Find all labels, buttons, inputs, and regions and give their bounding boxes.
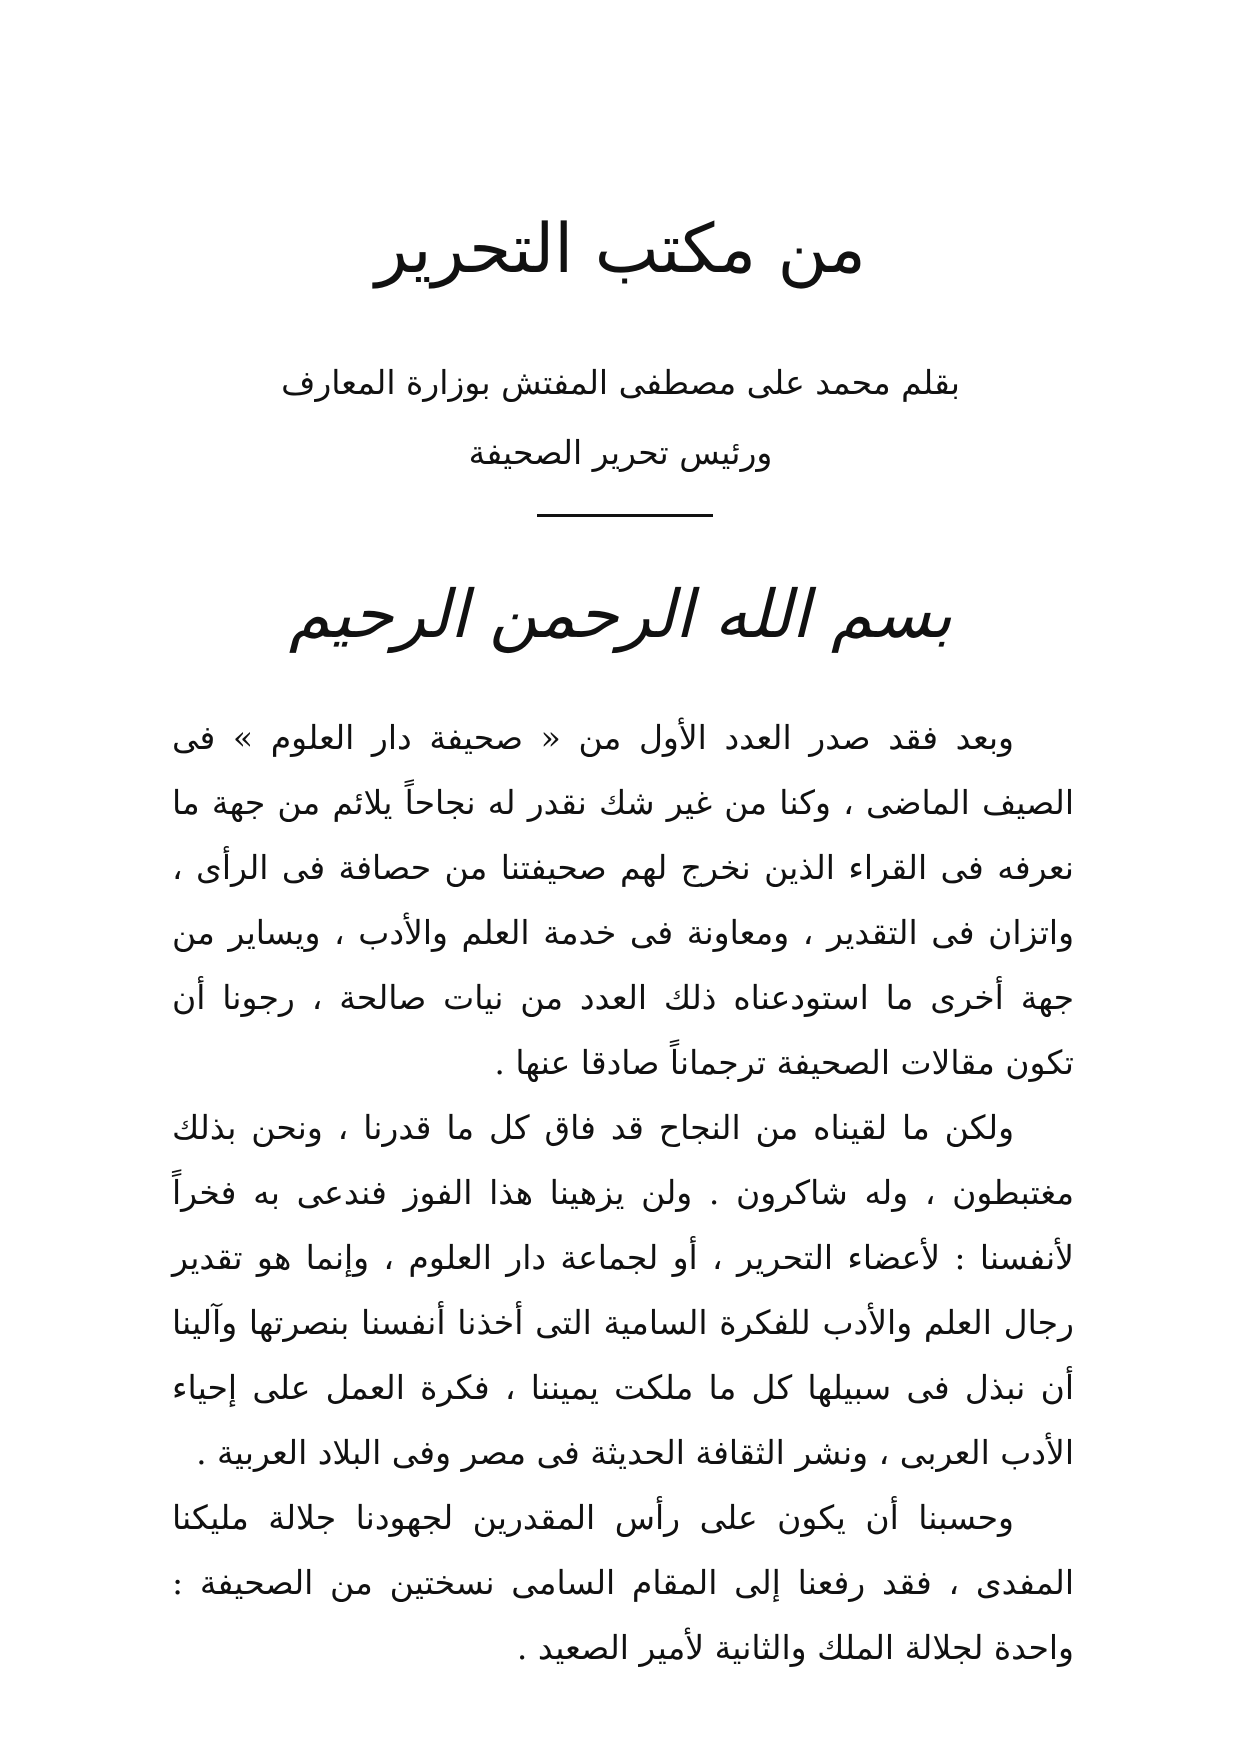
paragraph-2: ولكن ما لقيناه من النجاح قد فاق كل ما قدرنا ، ونحن بذلك مغتبطون ، وله شاكرون . ولن يزهينا هذا الفوز فندعى به فخراً لأنفسنا : لأعضاء التحرير ، أو لجماعة دار العلوم ، وإنما هو تقدير رجال العلم والأدب للفكرة السامية التى أخذنا أنفسنا بنصرتها وآلينا أن نبذل فى سبيلها كل ما ملكت يميننا ، فكرة العمل على إحياء الأدب العربى ، ونشر الثقافة الحديثة فى مصر وفى البلاد العربية . (172, 1108, 1074, 1472)
page-title: من مكتب التحرير (375, 210, 866, 289)
basmala: بسم الله الرحمن الرحيم (288, 576, 953, 653)
byline (0, 348, 1241, 488)
byline-role: ورئيس تحرير الصحيفة (468, 433, 773, 472)
paragraph-1: وبعد فقد صدر العدد الأول من « صحيفة دار العلوم » فى الصيف الماضى ، وكنا من غير شك نقدر له نجاحاً يلائم من جهة ما نعرفه فى القراء الذين نخرج لهم صحيفتنا من حصافة فى الرأى ، واتزان فى التقدير ، ومعاونة فى خدمة العلم والأدب ، ويساير من جهة أخرى ما استودعناه ذلك العدد من نيات صالحة ، رجونا أن تكون مقالات الصحيفة ترجماناً صادقا عنها . (172, 718, 1074, 1082)
title-divider (537, 514, 713, 517)
article-body (172, 705, 1074, 1680)
byline-author: بقلم محمد على مصطفى المفتش بوزارة المعارف (281, 363, 960, 402)
paragraph-3: وحسبنا أن يكون على رأس المقدرين لجهودنا جلالة مليكنا المفدى ، فقد رفعنا إلى المقام السامى نسختين من الصحيفة : واحدة لجلالة الملك والثانية لأمير الصعيد . (172, 1498, 1074, 1667)
